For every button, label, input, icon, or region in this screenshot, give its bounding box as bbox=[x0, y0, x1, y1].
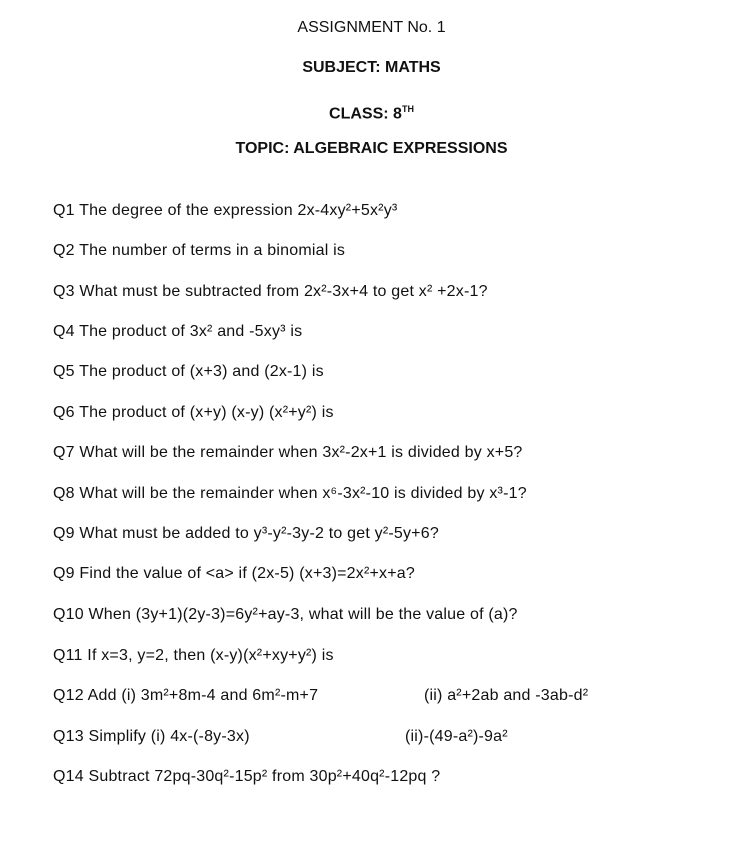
class-heading bbox=[0, 99, 743, 124]
question-13-part-i: Q13 Simplify (i) 4x-(-8y-3x) bbox=[53, 728, 250, 745]
subject-heading: SUBJECT: MATHS bbox=[302, 59, 441, 76]
question-5: Q5 The product of (x+3) and (2x-1) is bbox=[53, 363, 324, 380]
question-9b: Q9 Find the value of <a> if (2x-5) (x+3)=2x²+x+a? bbox=[53, 565, 415, 582]
question-12-part-ii: (ii) a²+2ab and -3ab-d² bbox=[424, 687, 589, 704]
question-11: Q11 If x=3, y=2, then (x-y)(x²+xy+y²) is bbox=[53, 647, 334, 664]
class-label: CLASS: 8 bbox=[329, 105, 402, 123]
question-6: Q6 The product of (x+y) (x-y) (x²+y²) is bbox=[53, 404, 334, 421]
question-9a: Q9 What must be added to y³-y²-3y-2 to get y²-5y+6? bbox=[53, 525, 439, 542]
question-7: Q7 What will be the remainder when 3x²-2x+1 is divided by x+5? bbox=[53, 444, 523, 461]
question-14: Q14 Subtract 72pq-30q²-15p² from 30p²+40q²-12pq ? bbox=[53, 768, 441, 785]
question-8: Q8 What will be the remainder when x⁶-3x²-10 is divided by x³-1? bbox=[53, 485, 527, 502]
topic-heading: TOPIC: ALGEBRAIC EXPRESSIONS bbox=[235, 140, 508, 157]
question-13-part-ii: (ii)-(49-a²)-9a² bbox=[405, 728, 508, 745]
question-4: Q4 The product of 3x² and -5xy³ is bbox=[53, 323, 303, 340]
question-2: Q2 The number of terms in a binomial is bbox=[53, 242, 346, 259]
question-12-part-i: Q12 Add (i) 3m²+8m-4 and 6m²-m+7 bbox=[53, 687, 319, 704]
question-1: Q1 The degree of the expression 2x-4xy²+5x²y³ bbox=[53, 202, 398, 219]
assignment-title: ASSIGNMENT No. 1 bbox=[297, 19, 446, 36]
question-3: Q3 What must be subtracted from 2x²-3x+4 to get x² +2x-1? bbox=[53, 283, 488, 300]
question-10: Q10 When (3y+1)(2y-3)=6y²+ay-3, what will be the value of (a)? bbox=[53, 606, 518, 623]
class-suffix: TH bbox=[401, 104, 414, 114]
